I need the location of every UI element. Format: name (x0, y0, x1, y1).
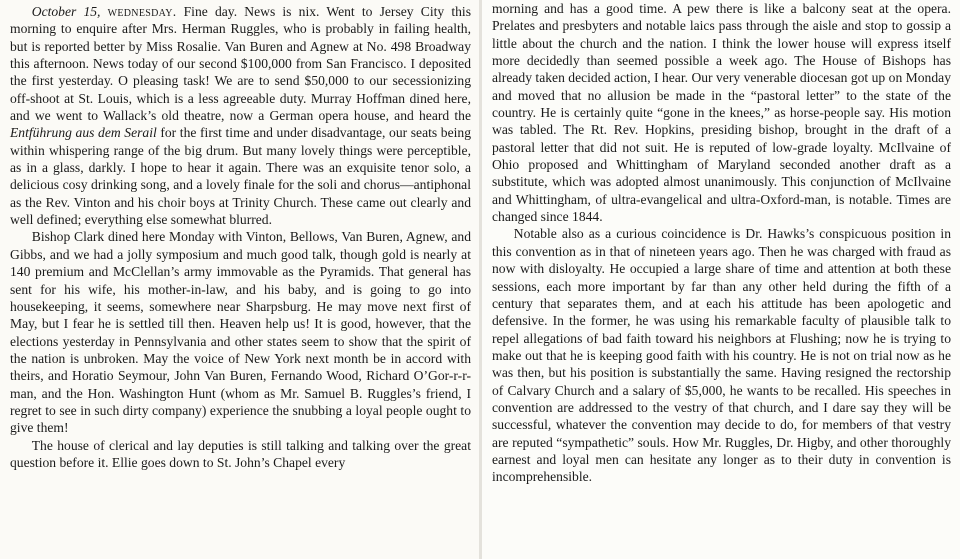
diary-paragraph-continued: morning and has a good time. A pew there is like a balcony seat at the opera. Prelates and presbyters and notable laics pass through the aisle and stop to gossip a little about the church and the nation. I think the lower house will express itself more decidedly than seemed possible a week ago. The House of Bishops has already taken decided action, I hear. Our very venerable diocesan got up on Monday and moved that no allusion be made in the “pastoral letter” to the state of the country. He is certainly quite “gone in the knees,” as horse-people say. His motion was tabled. The Rt. Rev. Hopkins, presiding bishop, brought in the draft of a pastoral letter that did not suit. He is reputed of low-grade loyalty. McIlvaine of Ohio proposed and Whittingham of Maryland seconded another draft as a substitute, which was adopted almost unanimously. This conjunction of McIlvaine and Whittingham, of ultra-evangelical and ultra-Oxford-man, is notable. Times are changed since 1844. (492, 1, 951, 225)
entry-date: October 15, (31, 4, 101, 19)
right-column (482, 0, 960, 559)
opera-title: Entführung aus dem Serail (10, 125, 157, 141)
diary-paragraph: The house of clerical and lay deputies is still talking and talking over the great question before it. Ellie goes down to St. John’s Chapel every (10, 437, 471, 470)
paragraph-text: Fine day. News is nix. Went to Jersey City this morning to enquire after Mrs. Herman Ruggles, who is probably in failing health, but is reported better by Miss Rosalie. Van Buren and Agnew at No. 498 Broadway this afternoon. News today of our second $100,000 from San Francisco. I deposited the first yesterday. O pleasing task! We are to send $50,000 to our secessionizing off-shoot at St. Louis, which is a less agreeable duty. Murray Hoffman dined here, and we went to Wallack’s old theatre, now a German opera house, and heard the (10, 4, 471, 124)
left-column (0, 0, 479, 559)
diary-paragraph: Notable also as a curious coincidence is Dr. Hawks’s conspicuous position in this convention as in that of nineteen years ago. Then he was charged with fraud as now with disloyalty. He occupied a large share of time and attention at both these sessions, each more important by far than any other held during the fifth of a century that separates them, and at each his attitude has been apologetic and defensive. In the former, he was using his remarkable faculty of plausible talk to repel allegations of bad faith toward his neighbors at Flushing; now he is trying to make out that he is keeping good faith with his country. He is not on trial now as he was then, but his position is substantially the same. Having resigned the rectorship of Calvary Church and a salary of $5,000, he wants to be recalled. His speeches in convention are addressed to the vestry of that church, and I dare say they will be successful, whatever the convention may decide to do, for members of that vestry are reputed “sympathetic” souls. How Mr. Ruggles, Dr. Higby, and other thoroughly earnest and loyal men can hesitate any longer as to their duty in convention is incomprehensible. (492, 226, 951, 485)
entry-weekday: wednesday. (107, 4, 177, 19)
paragraph-text: for the first time and under disadvantage, our seats being within whispering range of the big drum. But many lovely things were perceptible, as in a glass, darkly. I hope to hear it again. There was an exquisite tenor solo, a delicious cosy drinking song, and a lovely finale for the soli and chorus—antiphonal as the Rev. Vinton and his choir boys at Trinity Church. These came out clearly and well defined; everything else somewhat blurred. (10, 125, 471, 228)
diary-paragraph: Bishop Clark dined here Monday with Vinton, Bellows, Van Buren, Agnew, and Gibbs, and we had a jolly symposium and much good talk, though gold is nearly at 140 premium and McClellan’s army immovable as the Pyramids. That general has sent for his wife, his mother-in-law, and his baby, and is going to go into housekeeping, it seems, somewhere near Sharpsburg. He may move next first of May, but I fear he is settled till then. Heaven help us! It is good, however, that the elections yesterday in Pennsylvania and other states seem to show that the spirit of the nation is unbroken. May the voice of New York next month be in accord with theirs, and Horatio Seymour, John Van Buren, Fernando Wood, Richard O’Gor-r-r-man, and the Hon. Washington Hunt (whom as Mr. Samuel B. Ruggles’s friend, I regret to see in such dirty company) experience the snubbing a loyal people ought to give them! (10, 229, 471, 436)
diary-entry-paragraph (10, 3, 471, 228)
